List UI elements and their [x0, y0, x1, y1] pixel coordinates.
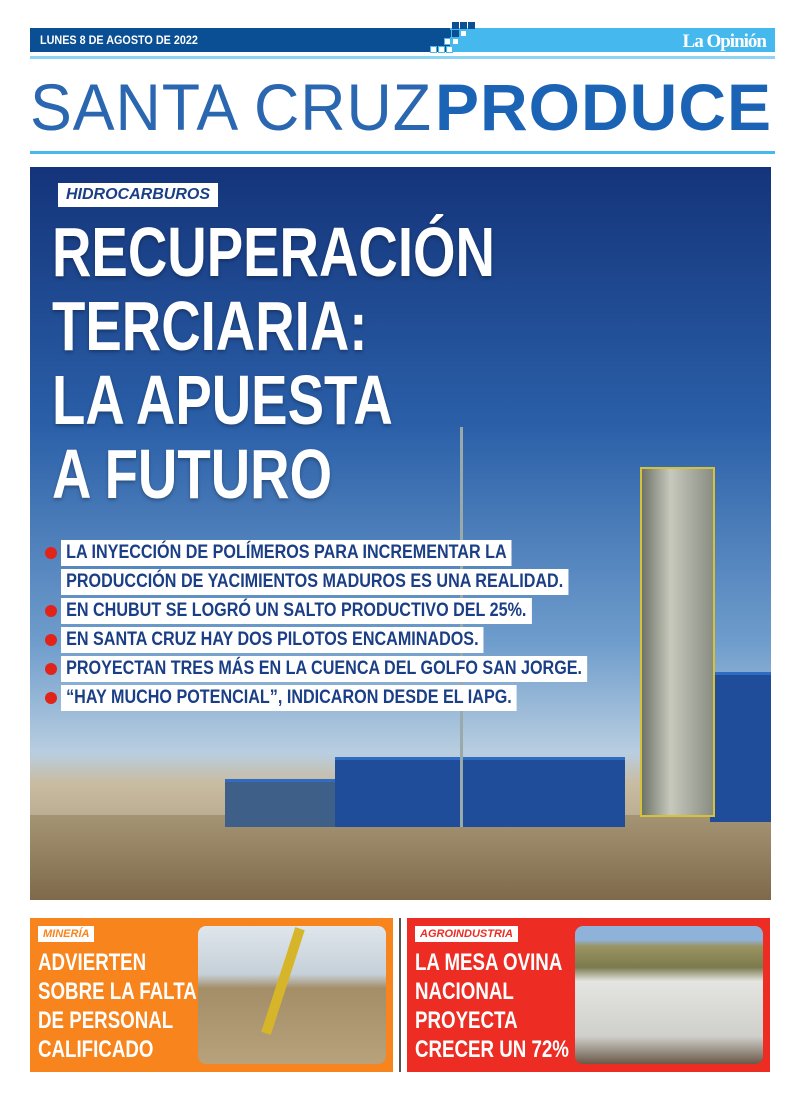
- bullet-item: [45, 656, 680, 682]
- headline-line: DE PERSONAL: [38, 1007, 174, 1034]
- bullet-dot-icon: [45, 692, 57, 704]
- main-headline: [52, 215, 495, 511]
- publication-title: [30, 70, 773, 144]
- headline-line: TERCIARIA:: [52, 287, 368, 365]
- headline-line: NACIONAL: [415, 978, 514, 1005]
- bullet-item: [61, 569, 680, 595]
- bullet-text: PRODUCCIÓN DE YACIMIENTOS MADUROS ES UNA REALIDAD.: [61, 569, 568, 595]
- bullet-dot-icon: [45, 634, 57, 646]
- headline-line: RECUPERACIÓN: [52, 213, 495, 291]
- divider: [30, 151, 775, 154]
- top-bar: [30, 28, 775, 52]
- bullet-item: [45, 685, 680, 711]
- container: [335, 757, 625, 827]
- headline-line: LA MESA OVINA: [415, 949, 563, 976]
- bullet-list: [45, 540, 680, 714]
- bullet-text: “HAY MUCHO POTENCIAL”, INDICARON DESDE EL IAPG.: [61, 685, 517, 711]
- story-card-agro[interactable]: [407, 918, 770, 1072]
- bullet-text: LA INYECCIÓN DE POLÍMEROS PARA INCREMENTAR LA: [61, 540, 512, 566]
- headline-line: SOBRE LA FALTA: [38, 978, 197, 1005]
- title-light: SANTA CRUZ: [30, 70, 432, 144]
- card-headline: [38, 948, 197, 1064]
- drill-rig: [261, 927, 305, 1035]
- bullet-item: [45, 627, 680, 653]
- pixel-decoration-icon: [430, 22, 475, 56]
- title-bold: PRODUCE: [435, 70, 773, 144]
- headline-line: LA APUESTA: [52, 361, 393, 439]
- bullet-dot-icon: [45, 605, 57, 617]
- mining-photo: [198, 926, 386, 1064]
- headline-line: CALIFICADO: [38, 1036, 154, 1063]
- headline-line: CRECER UN 72%: [415, 1036, 569, 1063]
- ground: [30, 815, 771, 900]
- headline-line: PROYECTA: [415, 1007, 518, 1034]
- card-headline: [415, 948, 569, 1064]
- container: [710, 672, 771, 822]
- story-card-mining[interactable]: [30, 918, 393, 1072]
- issue-date: LUNES 8 DE AGOSTO DE 2022: [40, 33, 198, 47]
- section-tag: MINERÍA: [38, 926, 94, 942]
- publisher-logo: La Opinión: [682, 31, 766, 52]
- bullet-item: [45, 540, 680, 566]
- bullet-text: PROYECTAN TRES MÁS EN LA CUENCA DEL GOLFO SAN JORGE.: [61, 656, 587, 682]
- bullet-dot-icon: [45, 663, 57, 675]
- section-tag: AGROINDUSTRIA: [415, 926, 518, 942]
- sheep-photo: [575, 926, 763, 1064]
- headline-line: A FUTURO: [52, 435, 333, 513]
- bullet-item: [45, 598, 680, 624]
- bullet-dot-icon: [45, 547, 57, 559]
- divider: [399, 918, 401, 1072]
- divider: [30, 56, 775, 59]
- bullet-text: EN CHUBUT SE LOGRÓ UN SALTO PRODUCTIVO DEL 25%.: [61, 598, 532, 624]
- bullet-text: EN SANTA CRUZ HAY DOS PILOTOS ENCAMINADOS.: [61, 627, 484, 653]
- container: [225, 779, 335, 827]
- section-tag: HIDROCARBUROS: [58, 183, 218, 207]
- headline-line: ADVIERTEN: [38, 949, 147, 976]
